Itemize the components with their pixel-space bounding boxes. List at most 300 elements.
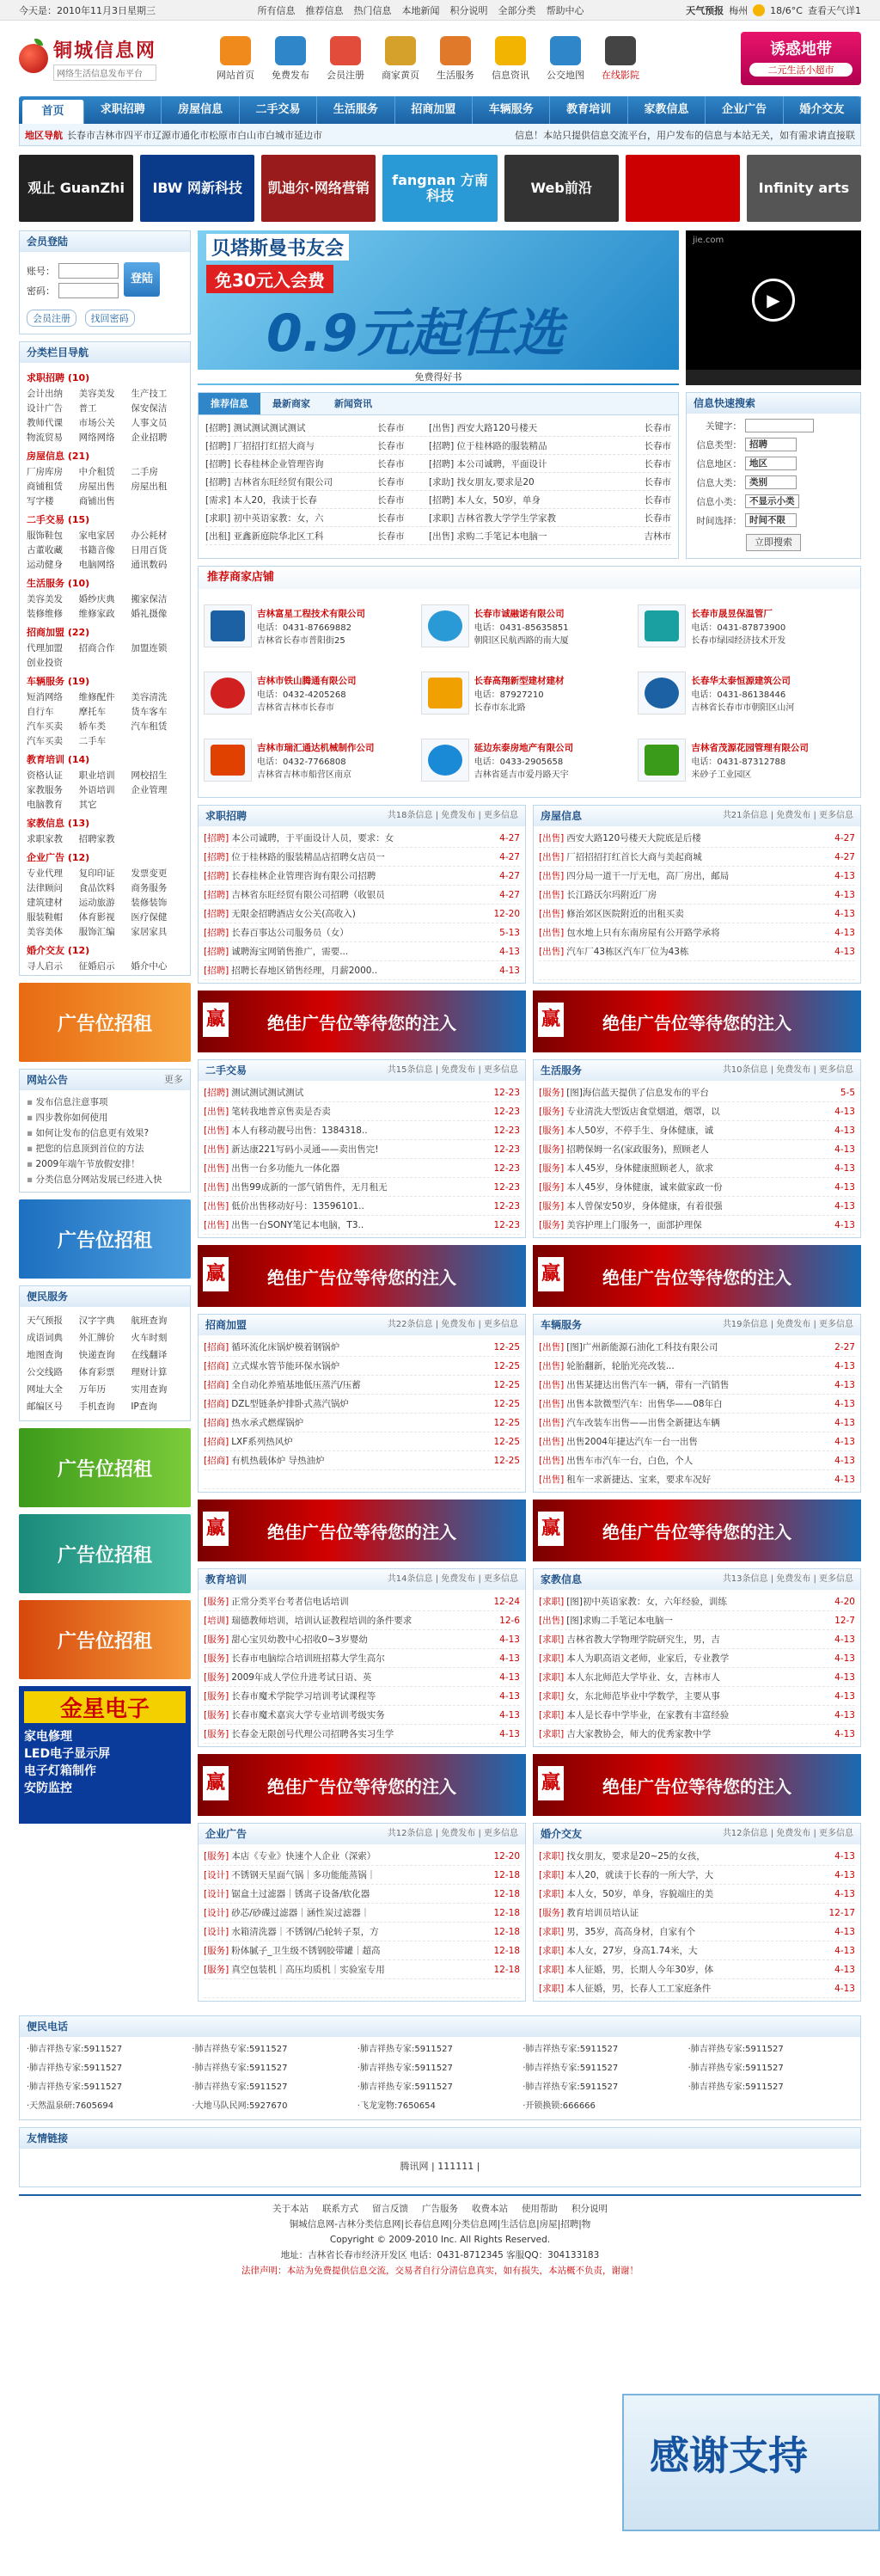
category-link[interactable]: 汽车买卖 xyxy=(27,721,63,732)
weather-more-link[interactable]: 查看天气详1 xyxy=(807,5,861,16)
panel-row[interactable] xyxy=(204,1706,520,1725)
main-nav-item[interactable]: 二手交易 xyxy=(240,96,317,124)
login-button[interactable]: 登陆 xyxy=(124,262,160,297)
panel-row[interactable] xyxy=(204,1885,520,1904)
panel-row[interactable] xyxy=(204,1197,520,1216)
panel-meta[interactable]: 共13条信息 | 免费发布 | 更多信息 xyxy=(722,1574,853,1584)
info-row[interactable] xyxy=(205,509,671,527)
panel-row[interactable] xyxy=(204,923,520,942)
category-heading[interactable]: 企业广告 (12) xyxy=(27,852,90,863)
merchant-card[interactable] xyxy=(638,592,855,659)
panel-row[interactable] xyxy=(204,942,520,961)
info-row[interactable] xyxy=(205,473,671,491)
panel-row[interactable] xyxy=(204,886,520,905)
panel-meta[interactable]: 共19条信息 | 免费发布 | 更多信息 xyxy=(722,1320,853,1329)
panel-meta[interactable]: 共18条信息 | 免费发布 | 更多信息 xyxy=(387,811,518,820)
panel-meta[interactable]: 共10条信息 | 免费发布 | 更多信息 xyxy=(722,1065,853,1075)
partner-logo[interactable]: Infinity arts xyxy=(747,155,861,222)
category-link[interactable]: 征婚启示 xyxy=(78,961,115,972)
password-input[interactable] xyxy=(58,283,119,298)
panel-row[interactable] xyxy=(539,905,855,923)
category-link[interactable]: 企业招聘 xyxy=(131,432,168,443)
area-link[interactable]: 吉林市 xyxy=(95,129,124,141)
area-link[interactable]: 松原市 xyxy=(209,129,237,141)
panel-row[interactable] xyxy=(204,1668,520,1687)
category-link[interactable]: 寻人启示 xyxy=(27,961,63,972)
category-link[interactable]: 轿车类 xyxy=(78,721,107,732)
panel-row[interactable] xyxy=(204,1611,520,1630)
convenience-link[interactable]: 汉字字典 xyxy=(78,1316,115,1326)
panel-row[interactable] xyxy=(539,1197,855,1216)
video-player[interactable] xyxy=(686,230,861,385)
convenience-link[interactable]: 公交线路 xyxy=(27,1367,63,1377)
category-link[interactable]: 企业管理 xyxy=(131,785,168,795)
merchant-card[interactable] xyxy=(638,727,855,794)
panel-row[interactable] xyxy=(539,1159,855,1178)
category-link[interactable]: 装修装饰 xyxy=(131,898,168,908)
panel-row[interactable] xyxy=(539,942,855,961)
panel-meta[interactable]: 共12条信息 | 免费发布 | 更多信息 xyxy=(387,1829,518,1838)
area-link[interactable]: 延边市 xyxy=(294,129,322,141)
area-link[interactable]: 白城市 xyxy=(266,129,294,141)
panel-row[interactable] xyxy=(539,1725,855,1744)
panel-row[interactable] xyxy=(539,1885,855,1904)
category-link[interactable]: 美容美发 xyxy=(27,594,63,604)
footer-link[interactable]: 留言反馈 xyxy=(372,2204,408,2214)
area-link[interactable]: 长春市 xyxy=(67,129,95,141)
header-nav-item[interactable] xyxy=(593,36,648,82)
top-link[interactable]: 积分说明 xyxy=(449,5,488,16)
ad-wide-slot[interactable] xyxy=(533,1754,861,1816)
header-nav-item[interactable] xyxy=(428,36,483,82)
merchant-card[interactable] xyxy=(204,727,421,794)
category-link[interactable]: 教师代课 xyxy=(27,418,63,428)
partner-logo[interactable]: 凯迪尔·网络营销 xyxy=(261,155,376,222)
panel-row[interactable] xyxy=(204,1083,520,1102)
notice-item[interactable]: ▪ 如何让发布的信息更有效果? xyxy=(27,1125,183,1141)
register-link[interactable]: 会员注册 xyxy=(27,310,76,327)
category-link[interactable]: 生产技工 xyxy=(131,389,168,399)
main-nav-item[interactable]: 教育培训 xyxy=(550,96,627,124)
category-link[interactable]: 摩托车 xyxy=(78,707,107,717)
notice-item[interactable]: ▪ 把您的信息顶到首位的方法 xyxy=(27,1141,183,1156)
main-nav-item[interactable]: 招商加盟 xyxy=(395,96,473,124)
main-nav-item[interactable]: 生活服务 xyxy=(317,96,394,124)
cat-select[interactable]: 类别 xyxy=(745,475,797,489)
category-heading[interactable]: 教育培训 (14) xyxy=(27,754,90,765)
info-tab[interactable]: 最新商家 xyxy=(272,398,310,409)
panel-row[interactable] xyxy=(204,1102,520,1121)
panel-row[interactable] xyxy=(204,1451,520,1470)
info-row[interactable] xyxy=(205,419,671,437)
goldstar-ad[interactable] xyxy=(19,1686,191,1824)
panel-title[interactable]: 求职招聘 xyxy=(205,810,248,822)
category-link[interactable]: 装修维修 xyxy=(27,609,63,619)
panel-row[interactable] xyxy=(204,1159,520,1178)
category-link[interactable]: 办公耗材 xyxy=(131,531,168,541)
panel-title[interactable]: 车辆服务 xyxy=(541,1319,583,1331)
merchant-card[interactable] xyxy=(638,659,855,727)
partner-logo[interactable]: 观止 GuanZhi xyxy=(19,155,133,222)
category-link[interactable]: 资格认证 xyxy=(27,770,63,781)
info-row[interactable] xyxy=(205,455,671,473)
category-link[interactable]: 厂房库房 xyxy=(27,467,63,477)
partner-logo[interactable]: IBW 网新科技 xyxy=(140,155,254,222)
time-select[interactable]: 时间不限 xyxy=(745,513,797,527)
convenience-link[interactable]: 邮编区号 xyxy=(27,1401,63,1412)
ad-wide-slot[interactable] xyxy=(198,1500,526,1561)
thanks-float-ad[interactable]: 感谢支持 xyxy=(622,2394,880,2531)
footer-link[interactable]: 关于本站 xyxy=(272,2204,309,2214)
category-link[interactable]: 体育影视 xyxy=(78,912,115,923)
panel-meta[interactable]: 共21条信息 | 免费发布 | 更多信息 xyxy=(722,811,853,820)
panel-row[interactable] xyxy=(204,1687,520,1706)
convenience-link[interactable]: 理财计算 xyxy=(131,1367,168,1377)
category-link[interactable]: 二手车 xyxy=(78,736,107,746)
category-link[interactable]: 发票变更 xyxy=(131,868,168,879)
ad-slot-left-5[interactable] xyxy=(19,1600,191,1679)
panel-title[interactable]: 教育培训 xyxy=(205,1573,248,1585)
panel-row[interactable] xyxy=(539,1178,855,1197)
category-link[interactable]: 维修配件 xyxy=(78,692,115,702)
panel-row[interactable] xyxy=(539,1611,855,1630)
panel-row[interactable] xyxy=(539,1102,855,1121)
panel-row[interactable] xyxy=(204,1725,520,1744)
panel-row[interactable] xyxy=(539,1706,855,1725)
panel-meta[interactable]: 共15条信息 | 免费发布 | 更多信息 xyxy=(387,1065,518,1075)
panel-row[interactable] xyxy=(539,1649,855,1668)
top-link[interactable]: 全部分类 xyxy=(498,5,536,16)
header-nav-item[interactable] xyxy=(208,36,263,82)
convenience-link[interactable]: 航班查询 xyxy=(131,1316,168,1326)
panel-row[interactable] xyxy=(204,1649,520,1668)
panel-row[interactable] xyxy=(204,1395,520,1414)
keyword-input[interactable] xyxy=(745,419,814,432)
panel-meta[interactable]: 共12条信息 | 免费发布 | 更多信息 xyxy=(722,1829,853,1838)
panel-row[interactable] xyxy=(539,1687,855,1706)
area-select[interactable]: 地区 xyxy=(745,457,797,470)
area-link[interactable]: 四平市 xyxy=(124,129,152,141)
panel-row[interactable] xyxy=(204,1357,520,1376)
info-row[interactable] xyxy=(205,437,671,455)
panel-row[interactable] xyxy=(204,829,520,848)
main-nav-item[interactable]: 房屋信息 xyxy=(162,96,239,124)
category-link[interactable]: 电脑网络 xyxy=(78,560,115,570)
category-link[interactable]: 婚介中心 xyxy=(131,961,168,972)
convenience-link[interactable]: 快递查询 xyxy=(78,1350,115,1360)
category-link[interactable]: 货车客车 xyxy=(131,707,168,717)
category-link[interactable]: 运动旅游 xyxy=(78,898,115,908)
category-link[interactable]: 美容美体 xyxy=(27,927,63,937)
bertelsmann-banner[interactable] xyxy=(198,230,679,385)
panel-row[interactable] xyxy=(204,1432,520,1451)
ad-wide-slot[interactable] xyxy=(198,991,526,1052)
panel-meta[interactable]: 共22条信息 | 免费发布 | 更多信息 xyxy=(387,1320,518,1329)
search-button[interactable]: 立即搜索 xyxy=(746,534,801,551)
category-link[interactable]: 婚纱庆典 xyxy=(78,594,115,604)
category-link[interactable]: 会计出纳 xyxy=(27,389,63,399)
top-link[interactable]: 本地新闻 xyxy=(401,5,440,16)
panel-row[interactable] xyxy=(539,867,855,886)
top-link[interactable]: 所有信息 xyxy=(257,5,296,16)
category-link[interactable]: 短消网络 xyxy=(27,692,63,702)
category-link[interactable]: 二手房 xyxy=(131,467,158,477)
panel-title[interactable]: 家教信息 xyxy=(541,1573,583,1585)
panel-row[interactable] xyxy=(204,1414,520,1432)
ad-wide-slot[interactable] xyxy=(533,1245,861,1307)
panel-row[interactable] xyxy=(539,1630,855,1649)
main-nav-item[interactable]: 车辆服务 xyxy=(473,96,550,124)
ad-slot-left-3[interactable] xyxy=(19,1428,191,1507)
category-link[interactable]: 普工 xyxy=(78,403,97,414)
category-link[interactable]: 服饰汇编 xyxy=(78,927,115,937)
category-link[interactable]: 设计广告 xyxy=(27,403,63,414)
category-link[interactable]: 汽车租赁 xyxy=(131,721,168,732)
category-link[interactable]: 维修家政 xyxy=(78,609,115,619)
panel-row[interactable] xyxy=(204,848,520,867)
category-link[interactable]: 家电家居 xyxy=(78,531,115,541)
notice-item[interactable]: ▪ 发布信息注意事项 xyxy=(27,1095,183,1110)
panel-row[interactable] xyxy=(204,1923,520,1941)
category-link[interactable]: 法律顾问 xyxy=(27,883,63,893)
panel-row[interactable] xyxy=(539,1979,855,1998)
category-link[interactable]: 婚礼摄像 xyxy=(131,609,168,619)
area-link[interactable]: 通化市 xyxy=(180,129,209,141)
panel-row[interactable] xyxy=(539,1083,855,1102)
panel-row[interactable] xyxy=(204,1847,520,1866)
footer-link[interactable]: 广告服务 xyxy=(422,2204,458,2214)
panel-row[interactable] xyxy=(539,1338,855,1357)
convenience-link[interactable]: 网址大全 xyxy=(27,1384,63,1395)
main-nav-item[interactable]: 首页 xyxy=(22,100,84,124)
notice-item[interactable]: ▪ 2009年端午节放假安排！ xyxy=(27,1156,183,1172)
category-link[interactable]: 书籍音像 xyxy=(78,545,115,555)
panel-row[interactable] xyxy=(539,829,855,848)
panel-row[interactable] xyxy=(204,1121,520,1140)
category-link[interactable]: 医疗保健 xyxy=(131,912,168,923)
panel-row[interactable] xyxy=(539,923,855,942)
panel-row[interactable] xyxy=(539,1866,855,1885)
category-heading[interactable]: 二手交易 (15) xyxy=(27,514,90,525)
panel-row[interactable] xyxy=(204,1941,520,1960)
panel-row[interactable] xyxy=(539,961,855,980)
category-link[interactable]: 服饰鞋包 xyxy=(27,531,63,541)
ad-slot-left-1[interactable] xyxy=(19,983,191,1062)
panel-row[interactable] xyxy=(539,1470,855,1489)
convenience-link[interactable]: 外汇牌价 xyxy=(78,1333,115,1343)
partner-logo[interactable] xyxy=(626,155,740,222)
panel-title[interactable]: 招商加盟 xyxy=(205,1319,248,1331)
notice-more-link[interactable]: 更多 xyxy=(164,1074,183,1085)
panel-row[interactable] xyxy=(539,1121,855,1140)
panel-row[interactable] xyxy=(539,1395,855,1414)
panel-row[interactable] xyxy=(539,1941,855,1960)
category-link[interactable]: 建筑建材 xyxy=(27,898,63,908)
username-input[interactable] xyxy=(58,263,119,279)
panel-row[interactable] xyxy=(539,1216,855,1235)
category-heading[interactable]: 求职招聘 (10) xyxy=(27,372,90,383)
panel-row[interactable] xyxy=(204,1866,520,1885)
info-tab[interactable]: 新闻资讯 xyxy=(334,398,372,409)
category-link[interactable]: 中介租赁 xyxy=(78,467,115,477)
footer-link[interactable]: 使用帮助 xyxy=(522,2204,558,2214)
merchant-card[interactable] xyxy=(204,592,421,659)
type-select[interactable]: 招聘 xyxy=(745,438,797,451)
category-link[interactable]: 自行车 xyxy=(27,707,54,717)
panel-row[interactable] xyxy=(539,1357,855,1376)
category-link[interactable]: 运动健身 xyxy=(27,560,63,570)
category-link[interactable]: 家居家具 xyxy=(131,927,168,937)
panel-row[interactable] xyxy=(539,1376,855,1395)
panel-row[interactable] xyxy=(539,1668,855,1687)
category-link[interactable]: 求职家教 xyxy=(27,834,63,844)
category-link[interactable]: 美容美发 xyxy=(78,389,115,399)
category-heading[interactable]: 家教信息 (13) xyxy=(27,818,90,829)
main-nav-item[interactable]: 求职招聘 xyxy=(84,96,162,124)
panel-row[interactable] xyxy=(204,1178,520,1197)
info-tab[interactable]: 推荐信息 xyxy=(199,393,260,414)
convenience-link[interactable]: 天气预报 xyxy=(27,1316,63,1326)
panel-meta[interactable]: 共14条信息 | 免费发布 | 更多信息 xyxy=(387,1574,518,1584)
main-nav-item[interactable]: 婚介交友 xyxy=(784,96,861,124)
merchant-card[interactable] xyxy=(421,592,639,659)
header-nav-item[interactable] xyxy=(263,36,318,82)
area-link[interactable]: 白山市 xyxy=(237,129,266,141)
category-heading[interactable]: 招商加盟 (22) xyxy=(27,627,90,638)
header-nav-item[interactable] xyxy=(318,36,373,82)
convenience-link[interactable]: 万年历 xyxy=(78,1384,107,1395)
header-nav-item[interactable] xyxy=(538,36,593,82)
panel-row[interactable] xyxy=(539,1960,855,1979)
category-link[interactable]: 商务服务 xyxy=(131,883,168,893)
panel-row[interactable] xyxy=(204,1140,520,1159)
panel-row[interactable] xyxy=(204,961,520,980)
category-link[interactable]: 保安保洁 xyxy=(131,403,168,414)
site-logo[interactable] xyxy=(19,36,199,81)
footer-link[interactable]: 积分说明 xyxy=(571,2204,608,2214)
category-link[interactable]: 招商合作 xyxy=(78,643,115,653)
convenience-link[interactable]: 在线翻译 xyxy=(131,1350,168,1360)
panel-row[interactable] xyxy=(204,867,520,886)
convenience-link[interactable]: IP查询 xyxy=(131,1401,157,1412)
partner-logo[interactable]: Web前沿 xyxy=(504,155,619,222)
category-link[interactable]: 招聘家教 xyxy=(78,834,115,844)
ad-wide-slot[interactable] xyxy=(198,1754,526,1816)
footer-link[interactable]: 联系方式 xyxy=(322,2204,358,2214)
category-link[interactable]: 日用百货 xyxy=(131,545,168,555)
panel-row[interactable] xyxy=(539,1592,855,1611)
category-link[interactable]: 职业培训 xyxy=(78,770,115,781)
panel-row[interactable] xyxy=(204,1960,520,1979)
category-link[interactable]: 电脑教育 xyxy=(27,800,63,810)
panel-title[interactable]: 房屋信息 xyxy=(541,810,583,822)
ad-slot-left-4[interactable] xyxy=(19,1514,191,1593)
merchant-card[interactable] xyxy=(204,659,421,727)
category-link[interactable]: 外语培训 xyxy=(78,785,115,795)
panel-row[interactable] xyxy=(204,1338,520,1357)
merchant-card[interactable] xyxy=(421,659,639,727)
video-controls[interactable] xyxy=(686,370,861,385)
category-link[interactable]: 市场公关 xyxy=(78,418,115,428)
main-nav-item[interactable]: 企业广告 xyxy=(706,96,783,124)
convenience-link[interactable]: 火车时刻 xyxy=(131,1333,168,1343)
category-link[interactable]: 网络网络 xyxy=(78,432,115,443)
panel-row[interactable] xyxy=(539,1414,855,1432)
panel-row[interactable] xyxy=(204,1979,520,1998)
info-row[interactable] xyxy=(205,491,671,509)
panel-row[interactable] xyxy=(539,1432,855,1451)
panel-row[interactable] xyxy=(539,1904,855,1923)
ad-wide-slot[interactable] xyxy=(533,1500,861,1561)
category-link[interactable]: 通讯数码 xyxy=(131,560,168,570)
ad-slot-left-2[interactable] xyxy=(19,1199,191,1279)
play-icon[interactable]: ▶ xyxy=(752,279,795,322)
header-nav-item[interactable] xyxy=(373,36,428,82)
notice-item[interactable]: ▪ 分类信息分网站发展已经进入快 xyxy=(27,1172,183,1187)
main-nav-item[interactable]: 家教信息 xyxy=(628,96,706,124)
top-link[interactable]: 推荐信息 xyxy=(305,5,344,16)
convenience-link[interactable]: 成语词典 xyxy=(27,1333,63,1343)
panel-row[interactable] xyxy=(204,1592,520,1611)
panel-row[interactable] xyxy=(539,886,855,905)
category-link[interactable]: 房屋出租 xyxy=(131,481,168,492)
partner-logo[interactable]: fangnan 方南科技 xyxy=(382,155,497,222)
panel-title[interactable]: 企业广告 xyxy=(205,1828,248,1840)
category-link[interactable]: 美容清洗 xyxy=(131,692,168,702)
category-heading[interactable]: 生活服务 (10) xyxy=(27,578,90,589)
info-row[interactable] xyxy=(205,527,671,545)
top-link[interactable]: 帮助中心 xyxy=(546,5,584,16)
category-link[interactable]: 商铺出售 xyxy=(78,496,115,506)
category-link[interactable]: 写字楼 xyxy=(27,496,54,506)
footer-link[interactable]: 收费本站 xyxy=(472,2204,508,2214)
area-link[interactable]: 辽源市 xyxy=(152,129,180,141)
ad-wide-slot[interactable] xyxy=(198,1245,526,1307)
category-link[interactable]: 房屋出售 xyxy=(78,481,115,492)
panel-row[interactable] xyxy=(539,1923,855,1941)
category-heading[interactable]: 婚介交友 (12) xyxy=(27,945,90,956)
top-link[interactable]: 热门信息 xyxy=(353,5,392,16)
category-link[interactable]: 专业代理 xyxy=(27,868,63,879)
convenience-link[interactable]: 体育彩票 xyxy=(78,1367,115,1377)
panel-title[interactable]: 生活服务 xyxy=(541,1064,583,1076)
category-link[interactable]: 物流贸易 xyxy=(27,432,63,443)
sub-select[interactable]: 不显示小类 xyxy=(745,494,799,508)
category-link[interactable]: 服装鞋帽 xyxy=(27,912,63,923)
category-link[interactable]: 汽车买卖 xyxy=(27,736,63,746)
category-link[interactable]: 网校招生 xyxy=(131,770,168,781)
category-link[interactable]: 加盟连锁 xyxy=(131,643,168,653)
panel-row[interactable] xyxy=(539,1847,855,1866)
promo-banner[interactable] xyxy=(741,32,861,85)
category-link[interactable]: 食品饮料 xyxy=(78,883,115,893)
category-link[interactable]: 其它 xyxy=(78,800,97,810)
panel-row[interactable] xyxy=(539,848,855,867)
category-link[interactable]: 人事文员 xyxy=(131,418,168,428)
category-link[interactable]: 创业投资 xyxy=(27,658,63,668)
category-heading[interactable]: 房屋信息 (21) xyxy=(27,451,90,462)
category-link[interactable]: 代理加盟 xyxy=(27,643,63,653)
header-nav-item[interactable] xyxy=(483,36,538,82)
category-heading[interactable]: 车辆服务 (19) xyxy=(27,676,90,687)
panel-row[interactable] xyxy=(204,1216,520,1235)
category-link[interactable]: 商铺租赁 xyxy=(27,481,63,492)
convenience-link[interactable]: 地图查询 xyxy=(27,1350,63,1360)
category-link[interactable]: 复印印证 xyxy=(78,868,115,879)
convenience-link[interactable]: 实用查询 xyxy=(131,1384,168,1395)
panel-row[interactable] xyxy=(204,1904,520,1923)
panel-title[interactable]: 二手交易 xyxy=(205,1064,248,1076)
